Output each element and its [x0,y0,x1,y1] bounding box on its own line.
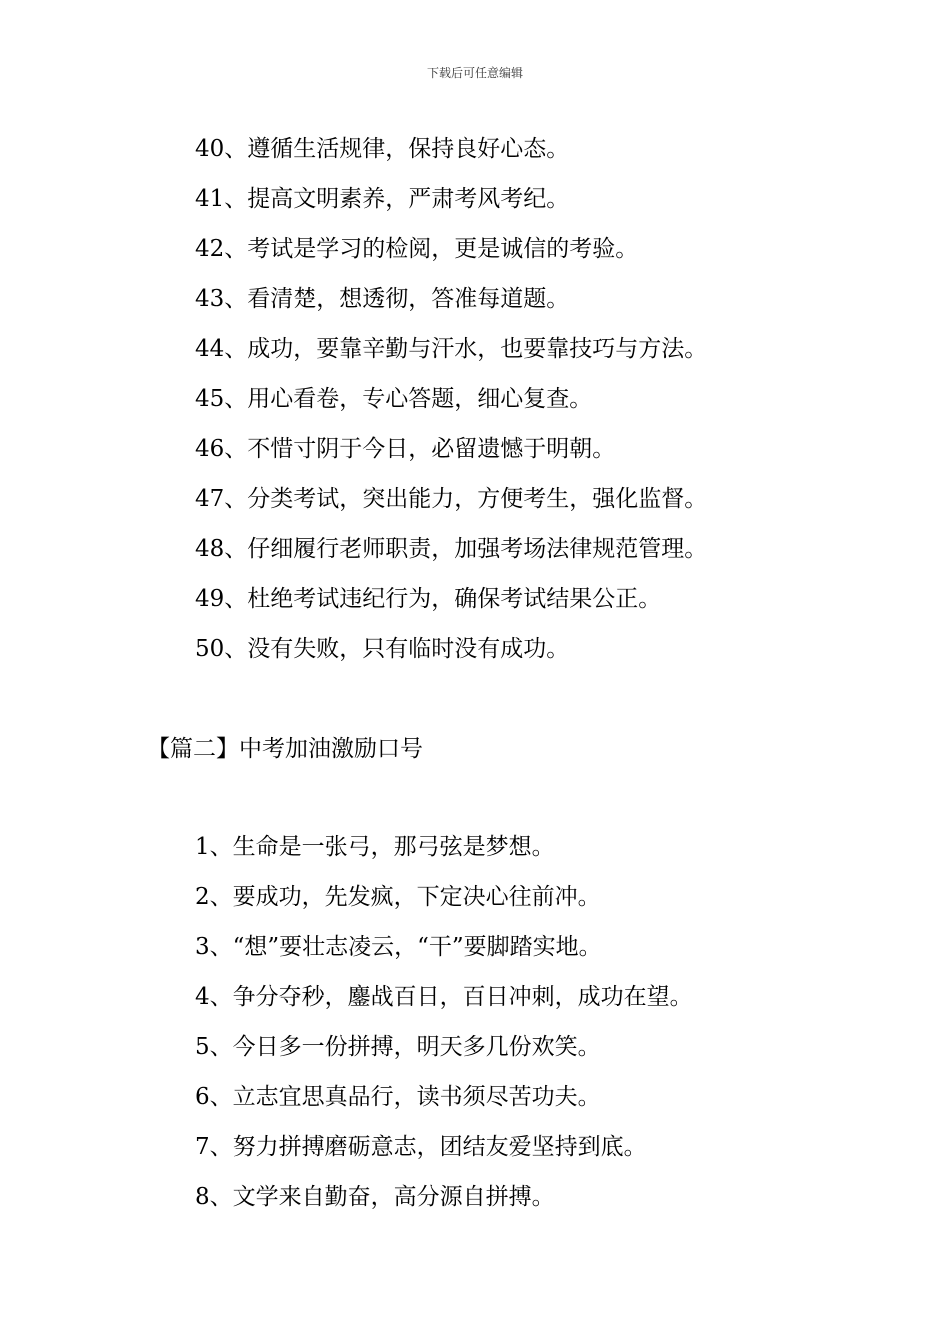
list-item: 46、不惜寸阴于今日，必留遗憾于明朝。 [195,436,616,462]
list-item: 43、看清楚，想透彻，答准每道题。 [195,286,570,312]
list-item: 8、文学来自勤奋，高分源自拼搏。 [195,1184,555,1210]
list-item: 6、立志宜思真品行，读书须尽苦功夫。 [195,1084,601,1110]
list-item: 45、用心看卷，专心答题，细心复查。 [195,386,593,412]
page-header: 下载后可任意编辑 [426,66,523,80]
list-item: 50、没有失败，只有临时没有成功。 [195,636,570,662]
list-item: 42、考试是学习的检阅，更是诚信的考验。 [195,236,639,262]
list-item: 48、仔细履行老师职责，加强考场法律规范管理。 [195,536,708,562]
list-item: 1、生命是一张弓，那弓弦是梦想。 [195,834,555,860]
slogan-list-part-two [195,829,693,1229]
list-item: 7、努力拼搏磨砺意志，团结友爱坚持到底。 [195,1134,647,1160]
section-heading: 【篇二】中考加油激励口号 [147,736,423,762]
list-item: 5、今日多一份拼搏，明天多几份欢笑。 [195,1034,601,1060]
list-item: 49、杜绝考试违纪行为，确保考试结果公正。 [195,586,662,612]
list-item: 40、遵循生活规律，保持良好心态。 [195,136,570,162]
list-item: 2、要成功，先发疯，下定决心往前冲。 [195,884,601,910]
list-item: 41、提高文明素养，严肃考风考纪。 [195,186,570,212]
list-item: 4、争分夺秒，鏖战百日，百日冲刺，成功在望。 [195,984,693,1010]
slogan-list-part-one [195,131,707,681]
list-item: 44、成功，要靠辛勤与汗水，也要靠技巧与方法。 [195,336,708,362]
list-item: 3、“想”要壮志凌云，“干”要脚踏实地。 [195,934,602,960]
list-item: 47、分类考试，突出能力，方便考生，强化监督。 [195,486,708,512]
